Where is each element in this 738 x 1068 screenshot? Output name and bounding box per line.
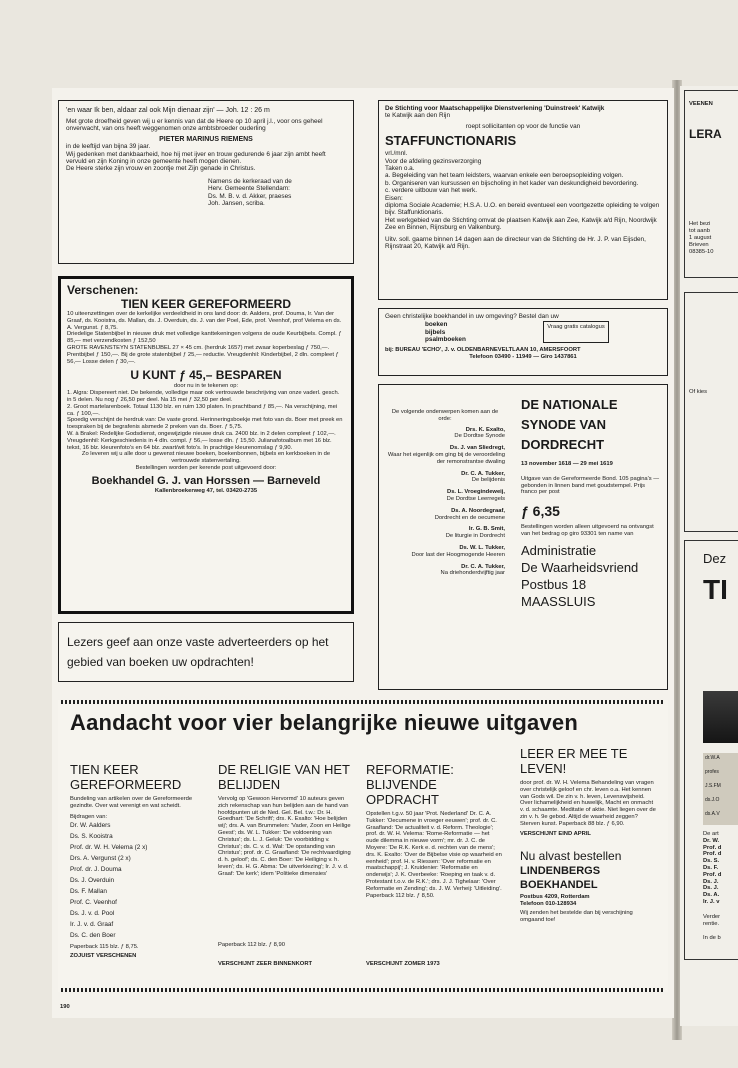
- topic-title: De Dordtse Leerregels: [446, 495, 505, 502]
- fragment: Brieven: [689, 242, 709, 248]
- obituary-quote: 'en waar Ik ben, aldaar zal ook Mijn dienaar zijn' — Joh. 12 : 26 m: [66, 107, 270, 114]
- fragment: J.S.FM: [705, 783, 721, 789]
- fragment: Ds. A.: [703, 892, 720, 899]
- admin-line: MAASSLUIS: [521, 593, 596, 609]
- synode-intro: De volgende onderwerpen komen aan de orde:: [391, 409, 499, 422]
- fragment: tot aanb: [689, 228, 710, 234]
- job-line: diploma Sociale Academie; H.S.A. U.O. en bereid eventueel een voortgezette opleiding te volgen bijv. Staffunktionaris.: [385, 202, 660, 217]
- synode-main: [521, 395, 661, 610]
- offer-item: Spoedig verschijnt de herdruk van: De vaste grond. Herinneringsboekje met foto van ds. Boer met preek en toespraken bij de begrafenis alsmede 2 preken van ds. Boer. ƒ 5,75.: [67, 417, 343, 431]
- topic-author: Dr. C. A. Tukker,: [461, 470, 505, 477]
- contributor: Ds. S. Kooistra: [70, 833, 113, 841]
- offer-item: 2. Groot martelarenboek. Totaal 1130 blz. en ruim 130 platen. In prachtband ƒ 85,—. Na verschijning, mei ca. ƒ 100,—.: [67, 403, 338, 417]
- fragment: rentie.: [703, 920, 720, 927]
- obituary-age: in de leeftijd van bijna 39 jaar.: [66, 143, 151, 151]
- offer-item: Vreugdenhil: Kerkgeschiedenis in 4 dln. compl. ƒ 56,— losse dln. ƒ 15,50. Julianafotoalbum met 16 blz. tekst, 16 blz. kleurenfoto's en 64 blz. zwart/wit foto's. In prachtige kleurenomslag ƒ 9,90.: [67, 437, 332, 451]
- verschenen-title: TIEN KEER GEREFORMEERD: [120, 297, 291, 311]
- book-column-2: [218, 762, 354, 967]
- order-note: Wij zenden het bestelde dan bij verschijning omgaand toe!: [520, 909, 633, 923]
- topic-author: Dr. C. A. Tukker,: [461, 563, 505, 570]
- book-title: DE RELIGIE VAN HET BELIJDEN: [218, 762, 350, 792]
- right-list: [703, 831, 738, 942]
- topic-title: Na driehonderdvijftig jaar: [440, 570, 505, 577]
- job-details: [385, 150, 661, 231]
- right-box-bottom: [684, 540, 738, 960]
- book-info: Paperback 112 blz. ƒ 8,90: [218, 942, 285, 948]
- topic-author: Ds. W. L. Tukker,: [459, 544, 505, 551]
- aandacht-headline: Aandacht voor vier belangrijke nieuwe uitgaven: [70, 710, 579, 735]
- book-title: LEER ER MEE TE LEVEN!: [520, 746, 628, 776]
- obituary-body: Wij gedenken met dankbaarheid, hoe hij met ijver en trouw gedurende 6 jaar zijn ambt heeft vervuld en zijn Koning in onze gemeente heeft mogen dienen.: [66, 150, 326, 166]
- job-line: Voor de afdeling gezinsverzorging: [385, 157, 482, 165]
- book-title: REFORMATIE: BLIJVENDE OPDRACHT: [366, 762, 454, 807]
- fragment: ds.A.V: [705, 811, 720, 817]
- book-column-4: [520, 746, 658, 924]
- fragment: De art: [703, 831, 719, 837]
- obituary-closing: De Heere sterke zijn vrouw en zoontje met Zijn genade in Christus.: [66, 165, 256, 173]
- verschenen-label: Verschenen:: [67, 283, 139, 297]
- wave-border-top: [61, 700, 665, 704]
- topic-title: Waar het eigenlijk om ging bij de veroordeling der remonstrantse dwaling: [387, 451, 505, 465]
- admin-line: Administratie: [521, 542, 597, 558]
- contributor: Ir. J. v. d. Graaf: [70, 921, 114, 929]
- synode-price: ƒ 6,35: [521, 503, 560, 520]
- catalog-label: Vraag gratis catalogus: [547, 324, 605, 331]
- book-body: door prof. dr. W. H. Velema Behandeling van vragen over christelijk geloof en chr. leven o.a. Het kennen van Gods wil. De zin v. h. leven, Levenswijsheid. Over lichamelijkheid en huwelijk, Macht en onmacht v. d. schaamte. Meditatie of aktie. Niet liegen over de zin v. h. 9e gebod. Altijd de waarheid zeggen? Sterven kunst. Paperback 88 blz. ƒ 6,90.: [520, 780, 656, 827]
- verschenen-text: 10 uiteenzettingen over de kerkelijke verdeeldheid in ons land door: dr. Aalders, prof. Douma, Ir. Van der Graaf, ds. Kooistra, ds. Mallan, ds. J. Overduin, ds. J. van der Poel, Ede, prof. Veenhof, prof Velema en ds. A. Vergunst. ƒ 8,75.: [67, 311, 342, 331]
- fragment: Dez: [703, 551, 727, 566]
- job-line: Eisen:: [385, 194, 403, 202]
- book-intro: Bundeling van artikelen over de Gereformeerde gezindte. Over wat verenigt en wat scheidt.: [70, 796, 193, 809]
- left-page: [52, 88, 674, 1018]
- topic-title: De Dordtse Synode: [454, 433, 505, 440]
- stichting-call: roept sollicitanten op voor de functie van: [465, 122, 581, 130]
- shop-name: Boekhandel G. J. van Horssen — Barneveld: [91, 474, 321, 487]
- fragment: dr.W.A: [705, 755, 720, 761]
- contributor: Drs. A. Vergunst (2 x): [70, 855, 131, 863]
- shop-address: Kallenbroekerweg 47, tel. 03420-2735: [154, 487, 258, 494]
- admin-line: Postbus 18: [521, 576, 587, 592]
- catalog-box: [543, 321, 609, 343]
- job-line: c. verdere uitbouw van het werk.: [385, 187, 477, 195]
- book-info: Paperback 115 blz. ƒ 8,75.: [70, 944, 139, 951]
- job-line: Het werkgebied van de Stichting omvat de plaatsen Katwijk aan Zee, Katwijk a/d Rijn, Noordwijk Zee en Binnen, Rijnsburg en Valkenburg.: [385, 216, 657, 232]
- echo-phone: Telefoon 03490 - 11949 — Giro 1437861: [469, 354, 577, 361]
- book-status: VERSCHIJNT ZOMER 1973: [366, 961, 440, 967]
- topic-author: Ir. G. B. Smit,: [468, 526, 505, 533]
- stichting-footer: Uitv. soll. gaarne binnen 14 dagen aan de directeur van de Stichting de Hr. J. P. van Eijsden, Rijnstraat 20, Katwijk a/d Rijn.: [385, 235, 646, 251]
- fragment: profes: [705, 769, 719, 775]
- admin-line: De Waarheidsvriend: [521, 559, 639, 575]
- aandacht-ad: [58, 700, 668, 992]
- contributor: Ds. F. Mallan: [70, 888, 107, 896]
- contributor: Dr. W. Aalders: [70, 822, 111, 830]
- book-status: VERSCHIJNT ZEER BINNENKORT: [218, 961, 313, 967]
- echo-address: bij: BUREAU 'ECHO', J. v. OLDENBARNEVELTLAAN 10, AMERSFOORT: [385, 347, 581, 354]
- signature-line: Herv. Gemeente Stellendam:: [208, 185, 290, 193]
- topic-author: Drs. K. Exalto,: [465, 426, 505, 433]
- fragment: Ds. J.: [703, 885, 719, 892]
- topic-title: Door last der Hoogmogende Heeren: [411, 551, 505, 558]
- fragment: Verder: [703, 913, 721, 920]
- right-box-top: [684, 90, 738, 278]
- offer-item: 1. Algra: Dispereert niet. De bekende, volledige maar ook vertrouwde beschrijving van onze vaderl. gesch. in 5 delen. Nu nog ƒ 26,50 per deel. Na 15 mei ƒ 32,50 per deel.: [67, 390, 340, 403]
- page-number: 190: [60, 1004, 70, 1010]
- verschenen-text: Driedelige Statenbijbel in nieuwe druk met volledige kanttekeningen volgens de oude Keurbijbels. Compl. ƒ 85,— met verzendkosten ƒ 152,50: [67, 331, 342, 345]
- signature-line: Joh. Jansen, scriba.: [208, 200, 265, 208]
- fragment: In de b: [703, 935, 721, 942]
- order-title: Nu alvast bestellen: [520, 849, 622, 864]
- echo-question: Geen christelijke boekhandel in uw omgeving? Bestel dan uw: [385, 313, 559, 320]
- order-shop: LINDENBERGS BOEKHANDEL: [520, 865, 601, 892]
- contributor: Ds. J. Overduin: [70, 877, 115, 885]
- job-line: vrl./mnl.: [385, 150, 408, 158]
- synode-title: DE NATIONALE SYNODE VAN DORDRECHT: [521, 397, 618, 452]
- contributor: Ds. C. den Boer: [70, 932, 116, 940]
- job-line: Taken o.a.: [385, 165, 415, 173]
- fragment: Het bezi: [689, 221, 711, 227]
- topic-author: Ds. J. van Sliedregt,: [449, 445, 505, 452]
- van-horssen-ad: [58, 276, 354, 614]
- obituary-name: PIETER MARINUS RIEMENS: [159, 135, 253, 143]
- synode-desc: Uitgave van de Gereformeerde Bond. 105 pagina's — gebonden in linnen band met goudstempel. Prijs franco per post: [521, 475, 660, 496]
- besparen-sub: door nu in te tekenen op:: [173, 383, 239, 390]
- fragment: Ds. S.: [703, 858, 720, 865]
- book-column-3: [366, 762, 504, 967]
- fragment: 1 august: [689, 235, 712, 241]
- topic-title: De belijdenis: [471, 477, 505, 484]
- job-line: a. Begeleiding van het team leidsters, waarvan enkele een beroepsopleiding volgen.: [385, 172, 624, 180]
- order-address: Postbus 4209, Rotterdam: [520, 894, 590, 901]
- order-phone: Telefoon 010-128934: [520, 901, 577, 908]
- book-cover-image: [703, 691, 738, 743]
- synode-ad: [378, 384, 668, 690]
- stichting-header2: te Katwijk aan den Rijn: [385, 112, 451, 120]
- fragment: Ds. J.: [703, 878, 719, 885]
- offer-item: Bestellingen worden per kerende post uitgevoerd door:: [135, 464, 277, 471]
- stichting-header: De Stichting voor Maatschappelijke Dienstverlening 'Duinstreek' Katwijk: [385, 105, 605, 112]
- echo-item: psalmboeken: [425, 336, 466, 344]
- right-page: [680, 86, 738, 1026]
- fragment: 08385-10: [689, 249, 714, 255]
- signature-line: Namens de kerkeraad van de: [208, 177, 292, 185]
- book-body: Opstellen t.g.v. 50 jaar 'Prot. Nederland' Dr. C. A. Tukker: 'Oecumene in vroeger eeuwen'; prof. dr. C. Graafland: 'De actualiteit v. d. Reform. Theologie'; prof. dr. W. H. Velema: 'Rome-Reformatie — het oude dilemma in nieuwe vorm'; mr. dr. J. C. de Moyere: 'De R.K. Kerk e. d. rechten van de mens'; drs. K. Exalto: 'Over de Bijbelse visie op waarheid en eenheid'; prof. H. v. Riessen: 'Over reformatie en maatschappij'; J. Kruidenier: 'Reformatie en onderwijs'; J. K. Overbeeke: 'Roeping en taak v. d. Protestant t.o.v. de R.K.'; drs. J. J. Tighelaar: 'Over Reformatie en Zending'; ds. J. W. Verheij: 'Uitleiding'. Paperback 112 blz. ƒ 8,50.: [366, 811, 502, 899]
- contributor: Prof. C. Veenhof: [70, 899, 117, 907]
- echo-item: bijbels: [425, 328, 446, 336]
- fragment: Ds. F.: [703, 864, 719, 871]
- besparen-headline: U KUNT ƒ 45,– BESPAREN: [130, 368, 282, 383]
- author-strip: [703, 753, 738, 825]
- contributor: Prof. dr. W. H. Velema (2 x): [70, 844, 148, 852]
- echo-item: boeken: [425, 321, 448, 329]
- book-status: VERSCHIJNT EIND APRIL: [520, 830, 591, 837]
- wave-border-bottom: [61, 988, 665, 992]
- book-body: Vervolg op 'Gewoon Hervormd' 10 auteurs geven zich rekenschap van hun belijden aan de hand van hoofdpunten uit de Ned. Gel. Bel. t.w.: Dr. H. Goedhart: 'De Schrift'; drs. K. Exalto: 'Hoe belijden wij'; drs. A. van Brummelen: 'Vader, Zoon en Heilige Geest'; ds. W. L. Tukker: 'De voldoening van Christus'; ds. L. J. Geluk: 'De voorbidding v. Christus'; ds. C. v. d. Wal: 'De opstanding van Christus'; prof. dr. C. Graafland: 'De rechtvaardiging d. h. geloof'; ds. C. den Boer: 'De Heiliging v. h. leven'; ds. H. G. Abma: 'De uitverkiezing'; Ir. J. v. d. Graaf: 'De kerk'; idem 'Politieke dimensies': [218, 796, 351, 877]
- staffunctionaris-ad: [378, 100, 668, 300]
- fragment: VEENEN: [689, 101, 713, 107]
- obituary-intro: Met grote droefheid geven wij u er kennis van dat de Heere op 10 april j.l., voor ons geheel onverwacht, van ons heeft weggenomen onze ambtsbroeder ouderling: [66, 118, 323, 133]
- topic-author: Ds. L. Vroegindeweij,: [447, 489, 505, 496]
- contributor: Prof. dr. J. Douma: [70, 866, 122, 874]
- offer-item: Zo leveren wij u alle door u gewenst nieuwe boeken, boekenbonnen, bijbels en kerkboeken in de vertrouwde statenvertaling.: [81, 451, 331, 465]
- fragment: Of kies: [689, 389, 708, 395]
- signature-line: Ds. M. B. v. d. Akker, praeses: [208, 192, 292, 200]
- obituary-notice: [58, 100, 354, 264]
- obituary-signature: [208, 178, 346, 208]
- fragment: LERA: [689, 127, 722, 141]
- topic-title: De liturgie in Dordrecht: [445, 533, 505, 540]
- offer-item: W. à Brakel: Redelijke Godsdienst, ongewijzigde nieuwe druk ca. 2400 blz. in 2 delen compleet ƒ 102,—.: [67, 430, 336, 437]
- fragment: Prof. d: [703, 871, 722, 878]
- fragment: TI: [703, 574, 728, 605]
- book-column-1: [70, 762, 206, 960]
- synode-dates: 13 november 1618 — 29 mei 1619: [521, 461, 613, 467]
- fragment: Dr. W.: [703, 837, 720, 844]
- book-title: TIEN KEER GEREFORMEERD: [70, 762, 182, 792]
- synode-order: Bestellingen worden alleen uitgevoerd na ontvangst van het bedrag op giro 93301 ten name van: [521, 524, 654, 537]
- verschenen-text: GROTE RAVENSTEYN STATENBIJBEL 27 × 45 cm. (herdruk 1657) met zwaar koperbeslag ƒ 750,—. Prentbijbel ƒ 150,—. Bij de grote statenbijbel ƒ 25,— reductie. Vreugdenhil: Kinderbijbel, 2 dln. compleet ƒ 56,— Losse delen ƒ 30,—.: [67, 344, 339, 365]
- job-title: STAFFUNCTIONARIS: [385, 133, 517, 149]
- echo-ad: [378, 308, 668, 376]
- book-status: ZOJUIST VERSCHENEN: [70, 953, 137, 960]
- topic-title: Dordrecht en de oecumene: [434, 514, 505, 521]
- fragment: ds.J.O: [705, 797, 720, 803]
- job-line: b. Organiseren van kursussen en bijscholing in het kader van deskundigheid bevordering.: [385, 179, 639, 187]
- synode-topics: [385, 399, 505, 577]
- fragment: Prof. d: [703, 844, 722, 851]
- topic-author: Ds. A. Noordegraaf,: [451, 507, 505, 514]
- contributors-label: Bijdragen van:: [70, 813, 108, 820]
- fragment: Ir. J. v: [703, 898, 720, 905]
- contributor: Ds. J. v. d. Pool: [70, 910, 115, 918]
- lezers-text: Lezers geef aan onze vaste adverteerders op het gebied van boeken uw opdrachten!: [67, 635, 329, 669]
- lezers-notice: [58, 622, 354, 682]
- fragment: Prof. d: [703, 851, 722, 858]
- right-box-middle: [684, 292, 738, 532]
